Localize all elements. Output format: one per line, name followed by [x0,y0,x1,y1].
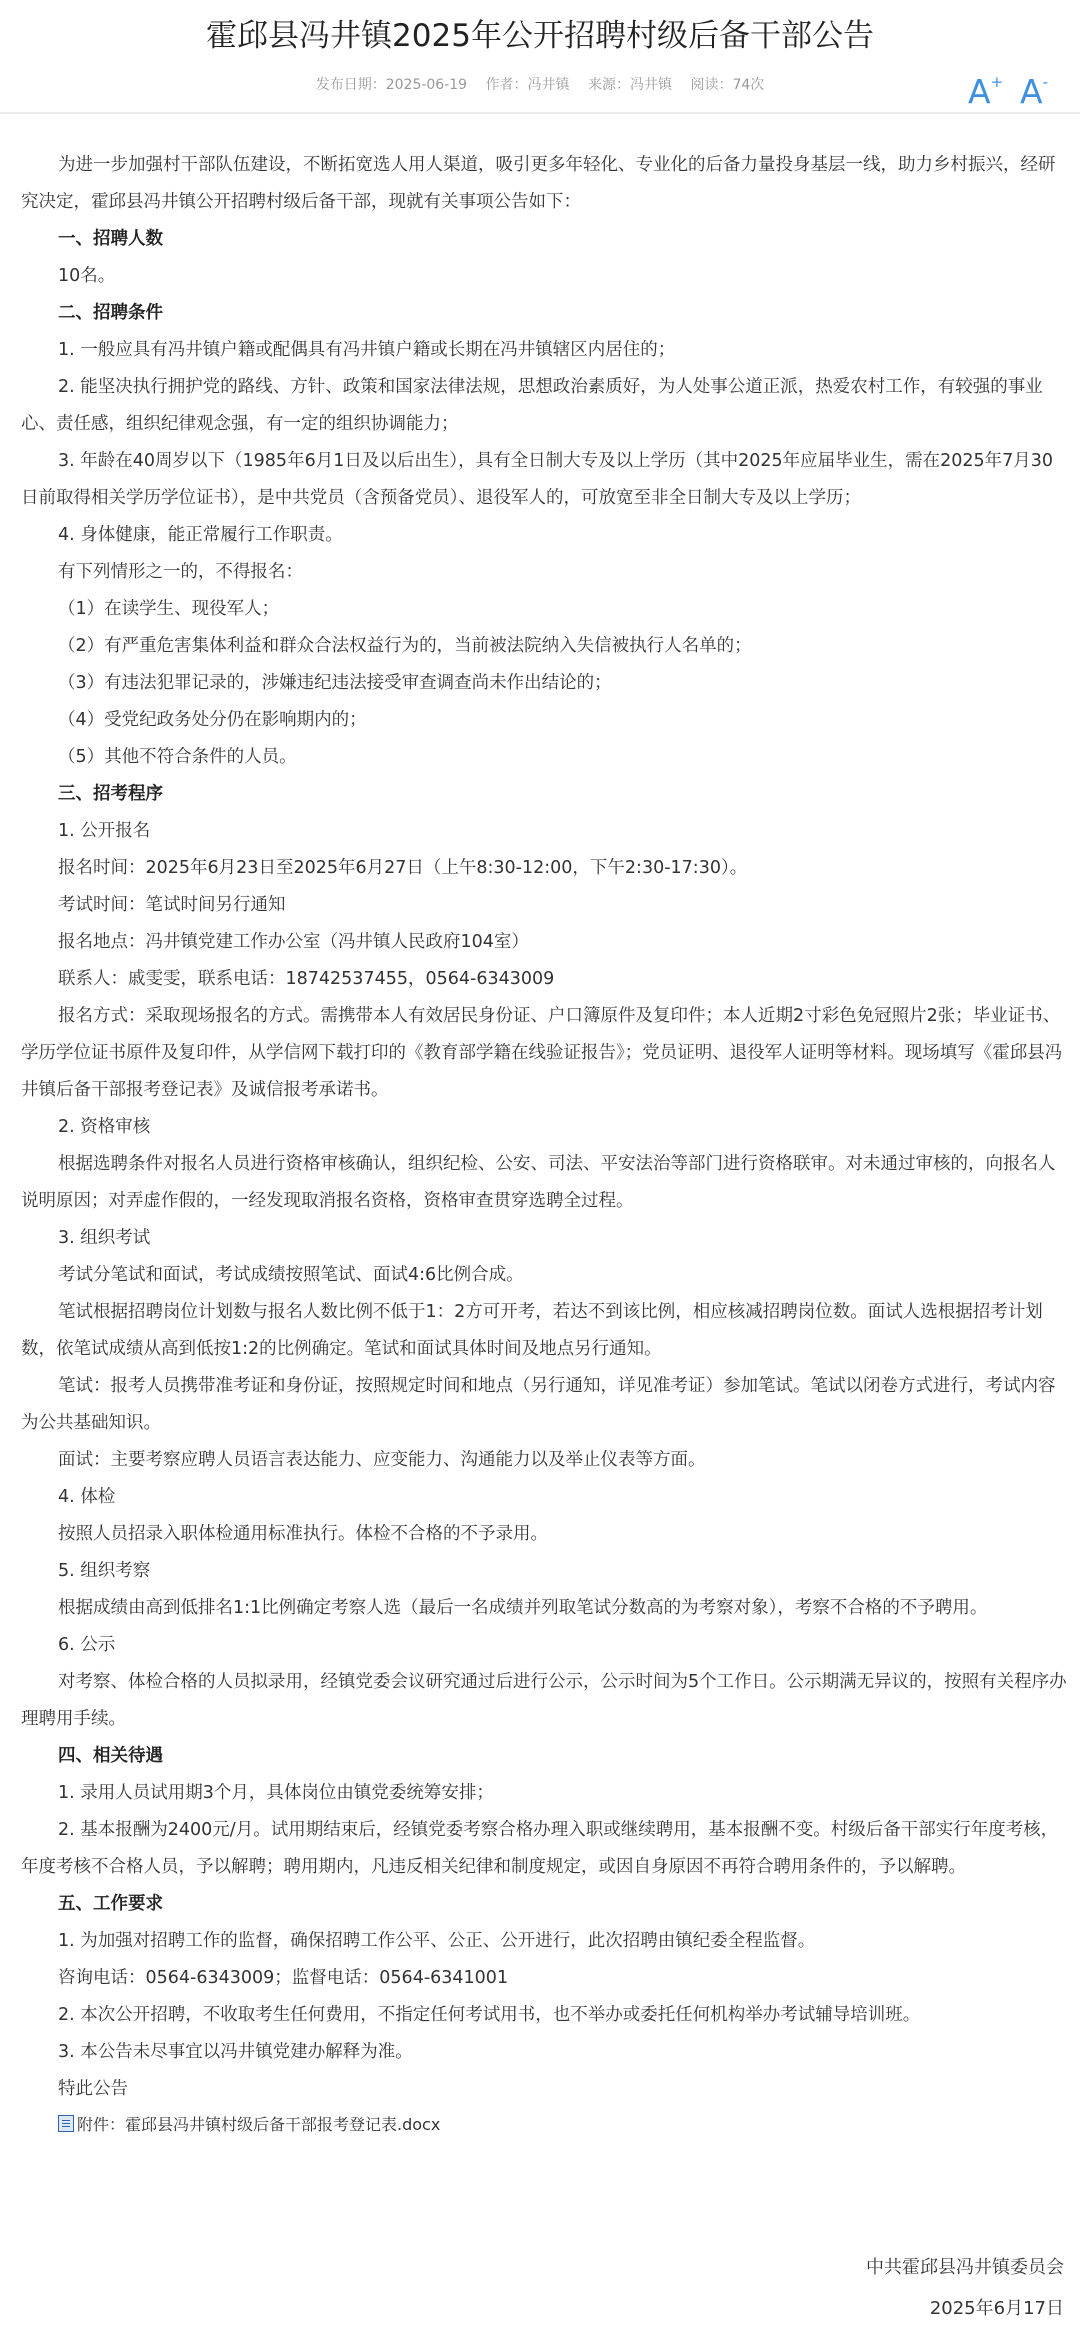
paragraph: 3. 本公告未尽事宜以冯井镇党建办解释为准。 [58,2042,413,2062]
paragraph: 2. 能坚决执行拥护党的路线、方针、政策和国家法律法规，思想政治素质好，为人处事公道正派，热爱农村工作，有较强的事业心、责任感，组织纪律观念强，有一定的组织协调能力； [21,377,1043,434]
list-item: （1）在读学生、现役军人； [58,599,280,619]
paragraph: 报名时间：2025年6月23日至2025年6月27日（上午8:30-12:00，下午2:30-17:30）。 [58,858,748,878]
paragraph: 根据选聘条件对报名人员进行资格审核确认，组织纪检、公安、司法、平安法治等部门进行资格联审。对未通过审核的，向报名人说明原因；对弄虚作假的，一经发现取消报名资格，资格审查贯穿选聘全过程。 [21,1154,1056,1211]
paragraph: 2. 基本报酬为2400元/月。试用期结束后，经镇党委考察合格办理入职或继续聘用，基本报酬不变。村级后备干部实行年度考核，年度考核不合格人员，予以解聘；聘用期内，凡违反相关纪律和制度规定，或因自身原因不再符合聘用条件的，予以解聘。 [21,1820,1059,1877]
minus-mark: - [1042,73,1048,91]
intro-paragraph: 为进一步加强村干部队伍建设，不断拓宽选人用人渠道，吸引更多年轻化、专业化的后备力量投身基层一线，助力乡村振兴，经研究决定，霍邱县冯井镇公开招聘村级后备干部，现就有关事项公告如下： [21,155,1056,212]
closing-text: 特此公告 [58,2079,128,2099]
paragraph: 考试时间：笔试时间另行通知 [58,895,286,915]
author: 作者：冯井镇 [485,77,570,93]
list-item: （2）有严重危害集体利益和群众合法权益行为的，当前被法院纳入失信被执行人名单的； [58,636,752,656]
section-heading: 五、工作要求 [58,1894,163,1914]
attachment-row [21,2108,1067,2142]
list-item: （3）有违法犯罪记录的，涉嫌违纪违法接受审查调查尚未作出结论的； [58,673,612,693]
publish-date: 发布日期：2025-06-19 [315,77,468,93]
list-item: （5）其他不符合条件的人员。 [58,747,297,767]
paragraph: 10名。 [58,266,116,286]
paragraph: 1. 为加强对招聘工作的监督，确保招聘工作公平、公正、公开进行，此次招聘由镇纪委全程监督。 [58,1931,816,1951]
subsection-heading: 5. 组织考察 [58,1561,151,1581]
source: 来源：冯井镇 [588,77,672,93]
signature-org: 中共霍邱县冯井镇委员会 [866,2257,1064,2278]
view-count: 阅读：74次 [690,77,765,93]
subsection-heading: 1. 公开报名 [58,821,151,841]
plus-mark: + [990,73,1004,91]
paragraph: 笔试根据招聘岗位计划数与报名人数比例不低于1：2方可开考，若达不到该比例，相应核减招聘岗位数。面试人选根据招考计划数，依笔试成绩从高到低按1:2的比例确定。笔试和面试具体时间及地点另行通知。 [21,1302,1043,1359]
article-header [0,0,1080,114]
subsection-heading: 4. 体检 [58,1487,116,1507]
signature-date: 2025年6月17日 [929,2298,1064,2319]
paragraph: 笔试：报考人员携带准考证和身份证，按照规定时间和地点（另行通知，详见准考证）参加笔试。笔试以闭卷方式进行，考试内容为公共基础知识。 [21,1376,1056,1433]
paragraph: 4. 身体健康，能正常履行工作职责。 [58,525,343,545]
subsection-heading: 6. 公示 [58,1635,116,1655]
paragraph: 根据成绩由高到低排名1:1比例确定考察人选（最后一名成绩并列取笔试分数高的为考察对象），考察不合格的不予聘用。 [58,1598,988,1618]
article-body [21,147,1067,2142]
paragraph: 3. 年龄在40周岁以下（1985年6月1日及以后出生），具有全日制大专及以上学历（其中2025年应届毕业生，需在2025年7月30日前取得相关学历学位证书），是中共党员（含预备党员）、退役军人的，可放宽至非全日制大专及以上学历； [21,451,1054,508]
paragraph: 咨询电话：0564-6343009；监督电话：0564-6341001 [58,1968,509,1988]
page-title: 霍邱县冯井镇2025年公开招聘村级后备干部公告 [206,18,874,54]
attachment-link[interactable]: 附件：霍邱县冯井镇村级后备干部报考登记表.docx [77,2115,441,2134]
font-increase-icon: A [968,72,991,111]
font-size-increase-button[interactable] [968,66,1003,112]
section-heading: 三、招考程序 [58,784,163,804]
subsection-heading: 2. 资格审核 [58,1117,151,1137]
article-meta [0,73,1080,97]
paragraph: 对考察、体检合格的人员拟录用，经镇党委会议研究通过后进行公示，公示时间为5个工作日。公示期满无异议的，按照有关程序办理聘用手续。 [21,1672,1067,1729]
paragraph: 1. 一般应具有冯井镇户籍或配偶具有冯井镇户籍或长期在冯井镇辖区内居住的； [58,340,676,360]
section-heading: 一、招聘人数 [58,229,163,249]
paragraph: 1. 录用人员试用期3个月，具体岗位由镇党委统筹安排； [58,1783,494,1803]
font-decrease-icon: A [1020,72,1043,111]
paragraph: 2. 本次公开招聘，不收取考生任何费用，不指定任何考试用书，也不举办或委托任何机构举办考试辅导培训班。 [58,2005,921,2025]
font-size-decrease-button[interactable] [1020,66,1048,112]
paragraph: 有下列情形之一的，不得报名： [58,562,303,582]
paragraph: 面试：主要考察应聘人员语言表达能力、应变能力、沟通能力以及举止仪表等方面。 [58,1450,706,1470]
list-item: （4）受党纪政务处分仍在影响期内的； [58,710,367,730]
document-icon [58,2115,74,2132]
section-heading: 二、招聘条件 [58,303,163,323]
subsection-heading: 3. 组织考试 [58,1228,151,1248]
paragraph: 联系人：戚雯雯，联系电话：18742537455，0564-6343009 [58,969,555,989]
paragraph: 报名方式：采取现场报名的方式。需携带本人有效居民身份证、户口簿原件及复印件；本人近期2寸彩色免冠照片2张；毕业证书、学历学位证书原件及复印件，从学信网下载打印的《教育部学籍在线验证报告》；党员证明、退役军人证明等材料。现场填写《霍邱县冯井镇后备干部报考登记表》及诚信报考承诺书。 [21,1006,1063,1100]
paragraph: 按照人员招录入职体检通用标准执行。体检不合格的不予录用。 [58,1524,548,1544]
paragraph: 考试分笔试和面试，考试成绩按照笔试、面试4:6比例合成。 [58,1265,524,1285]
paragraph: 报名地点：冯井镇党建工作办公室（冯井镇人民政府104室） [58,932,529,952]
section-heading: 四、相关待遇 [58,1746,163,1766]
